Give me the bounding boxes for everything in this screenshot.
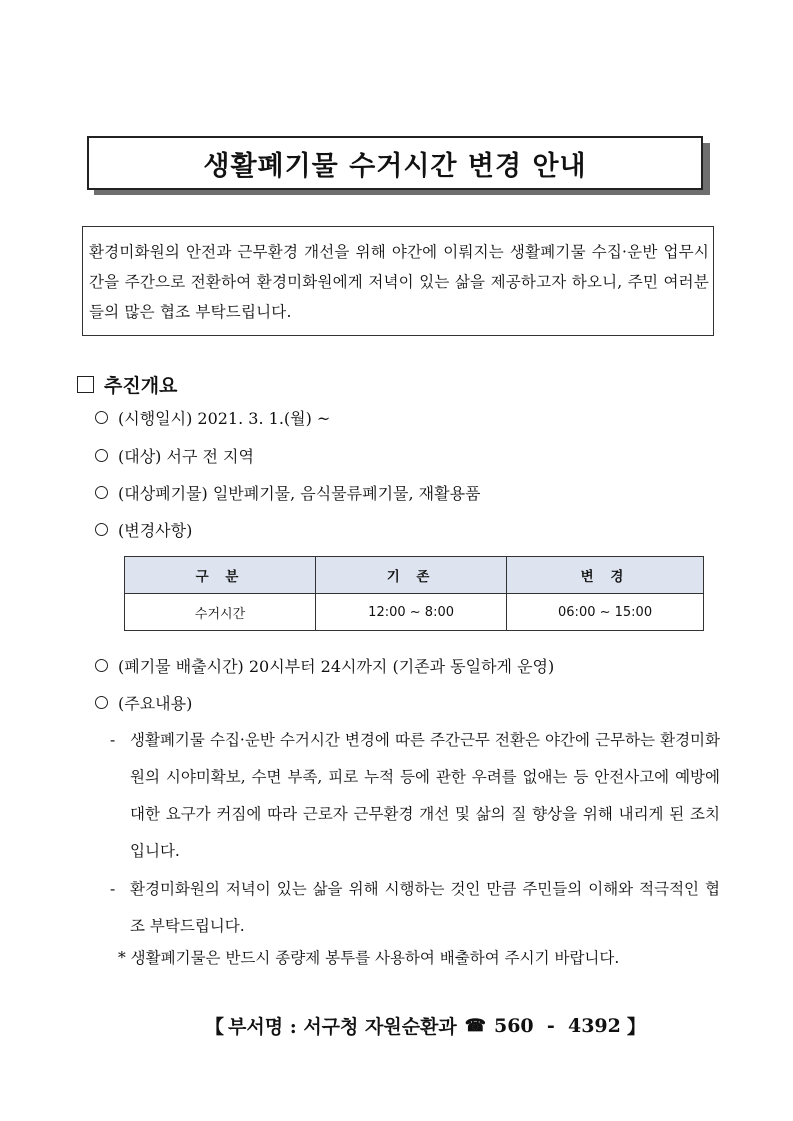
item-target-text: (대상) 서구 전 지역 <box>118 447 254 466</box>
item-target <box>95 444 254 467</box>
phone-icon: ☎ <box>464 1015 486 1036</box>
circle-bullet-icon <box>95 659 108 672</box>
section-title: 추진개요 <box>104 375 178 397</box>
detail-text: 생활폐기물 수집·운반 수거시간 변경에 따른 주간근무 전환은 야간에 근무하는 환경미화원의 시야미확보, 수면 부족, 피로 누적 등에 관한 우려를 없애는 등 안전사고에 예방에 대한 요구가 커짐에 따라 근로자 근무환경 개선 및 삶의 질 향상을 위해 내리게 된 조치입니다. <box>130 731 720 860</box>
circle-bullet-icon <box>95 449 108 462</box>
table-header: 기 존 <box>316 557 507 594</box>
table-header-row <box>125 557 704 594</box>
table-cell: 06:00 ~ 15:00 <box>507 594 704 631</box>
item-disposal-time-text: (폐기물 배출시간) 20시부터 24시까지 (기존과 동일하게 운영) <box>118 657 555 676</box>
department-name: 부서명 : 서구청 자원순환과 <box>228 1016 457 1038</box>
circle-bullet-icon <box>95 696 108 709</box>
table-cell: 수거시간 <box>125 594 316 631</box>
item-waste-types <box>95 481 481 504</box>
item-changes-text: (변경사항) <box>118 521 193 540</box>
item-date-text: (시행일시) 2021. 3. 1.(월) ~ <box>118 409 331 428</box>
dash-bullet: - <box>110 731 116 749</box>
detail-text: 환경미화원의 저녁이 있는 삶을 위해 시행하는 것인 만큼 주민들의 이해와 적극적인 협조 부탁드립니다. <box>130 880 720 935</box>
phone-number: 560 - 4392 <box>493 1014 621 1037</box>
circle-bullet-icon <box>95 523 108 536</box>
detail-paragraph <box>108 871 720 945</box>
item-disposal-time <box>95 654 554 677</box>
table-cell: 12:00 ~ 8:00 <box>316 594 507 631</box>
schedule-table <box>124 556 704 631</box>
item-main-content <box>95 691 192 714</box>
page-title: 생활폐기물 수거시간 변경 안내 <box>87 136 703 190</box>
item-changes <box>95 518 192 541</box>
item-waste-types-text: (대상폐기물) 일반폐기물, 음식물류폐기물, 재활용품 <box>118 484 481 503</box>
circle-bullet-icon <box>95 411 108 424</box>
note-text: * 생활폐기물은 반드시 종량제 봉투를 사용하여 배출하여 주시기 바랍니다. <box>118 949 620 967</box>
item-main-content-text: (주요내용) <box>118 694 193 713</box>
dash-bullet: - <box>110 880 116 898</box>
detail-paragraph <box>108 722 720 870</box>
table-header: 변 경 <box>507 557 704 594</box>
circle-bullet-icon <box>95 486 108 499</box>
section-header <box>77 371 177 398</box>
intro-text: 환경미화원의 안전과 근무환경 개선을 위해 야간에 이뤄지는 생활폐기물 수집·운반 업무시간을 주간으로 전환하여 환경미화원에게 저녁이 있는 삶을 제공하고자 하오니, 주민 여러분들의 많은 협조 부탁드립니다. <box>82 226 714 336</box>
close-bracket: 】 <box>626 1016 646 1038</box>
title-banner <box>87 136 707 192</box>
table-row <box>125 594 704 631</box>
open-bracket: 【 <box>205 1016 225 1038</box>
item-date <box>95 406 330 429</box>
square-bullet-icon <box>77 376 94 393</box>
department-footer <box>205 1012 646 1039</box>
table-header: 구 분 <box>125 557 316 594</box>
